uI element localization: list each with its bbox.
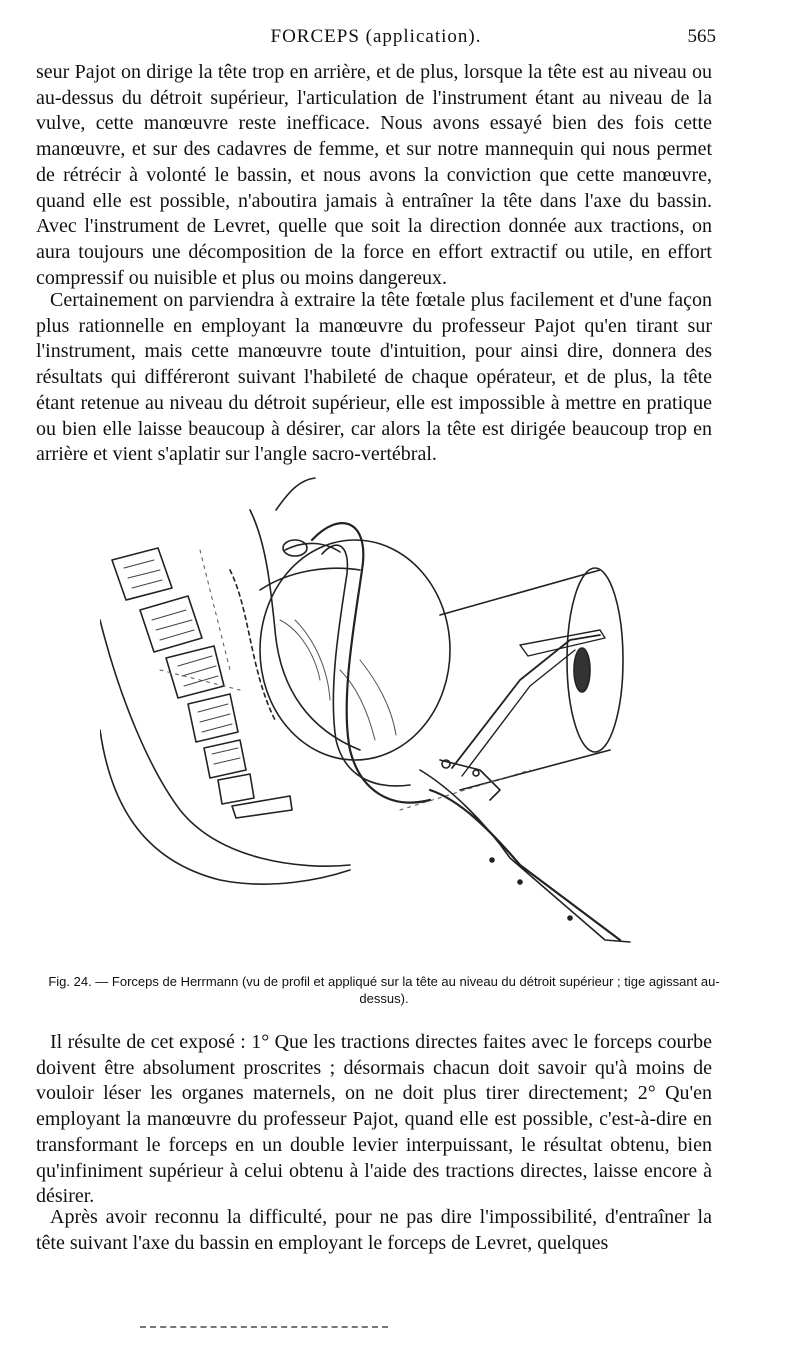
figure-forceps-illustration [100,470,700,970]
page-number: 565 [687,26,716,47]
footer-rule [140,1326,388,1330]
figure-caption: Fig. 24. — Forceps de Herrmann (vu de profil et appliqué sur la tête au niveau du détroit supérieur ; tige agissant au-dessus). [48,974,720,1006]
forceps-pelvis-drawing [100,470,700,970]
paragraph-4-text: Après avoir reconnu la difficulté, pour ne pas dire l'impossibilité, d'entraîner la tête suivant l'axe du bassin en employant le forceps de Levret, quelques [36,1206,712,1254]
paragraph-4 [36,1205,712,1256]
paragraph-2 [36,288,712,468]
paragraph-1: seur Pajot on dirige la tête trop en arrière, et de plus, lorsque la tête est au niveau ou au-dessus du détroit supérieur, l'articulation de l'instrument étant au niveau de la vulve, cette manœuvre reste inefficace. Nous avons essayé bien des fois cette manœuvre, et sur des cadavres de femme, et sur notre mannequin qui nous permet de rétrécir à volonté le bassin, et nous avons la conviction que cette manœuvre, quand elle est possible, n'aboutira jamais à entraîner la tête dans l'axe du bassin. Avec l'instrument de Levret, quelle que soit la direction donnée aux tractions, on aura toujours une décomposition de la force en effort extractif ou utile, en effort compressif ou nuisible et plus ou moins dangereux. [36,61,712,289]
paragraph-2-text: Certainement on parviendra à extraire la tête fœtale plus facilement et d'une façon plus rationnelle en employant la manœuvre du professeur Pajot qu'en tirant sur l'instrument, mais cette manœuvre toute d'intuition, pour ainsi dire, donnera des résultats qui différeront suivant l'habileté de chaque opérateur, et de plus, la tête étant retenue au niveau du détroit supérieur, elle est impossible à mettre en pratique ou bien elle laisse beaucoup à désirer, car alors la tête est dirigée beaucoup trop en arrière et vient s'aplatir sur l'angle sacro-vertébral. [36,289,712,466]
vertebra-texture [124,560,240,764]
running-header [36,26,716,54]
paragraph-3 [36,1030,712,1210]
paragraph-3-text: Il résulte de cet exposé : 1° Que les tractions directes faites avec le forceps courbe doivent être absolument proscrites ; désormais chacun doit savoir qu'à moins de vouloir léser les organes maternels, on ne doit plus tirer directement; 2° Qu'en employant la manœuvre du professeur Pajot, quand elle est possible, c'est-à-dire en transformant le forceps en un double levier interpuissant, le résultat obtenu, bien qu'infiniment supérieur à celui obtenu à l'aide des tractions directes, laisse encore à désirer. [36,1031,712,1208]
running-title: FORCEPS (application). [270,26,482,47]
